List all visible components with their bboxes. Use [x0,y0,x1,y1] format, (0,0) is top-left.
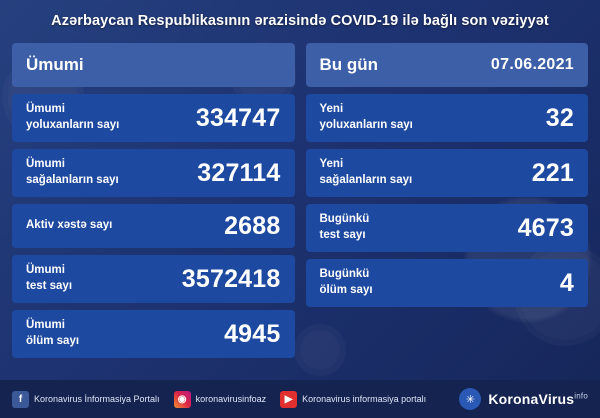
instagram-icon: ◉ [174,391,191,408]
brand-suffix: info [574,391,588,401]
facebook-icon: f [12,391,29,408]
new-recovered-label: Yeni sağalanların sayı [319,158,413,186]
today-date: 07.06.2021 [490,56,574,73]
new-cases-value: 32 [545,103,574,132]
new-cases-card [306,94,589,142]
overall-tests-value: 3572418 [181,264,281,293]
overall-tests-label: Ümumi test sayı [26,264,73,292]
youtube-icon: ▶ [280,391,297,408]
active-cases-card [12,204,295,248]
youtube-handle: Koronavirus informasiya portalı [302,394,427,404]
overall-deaths-card [12,310,295,358]
today-deaths-value: 4 [559,268,574,297]
overall-cases-label: Ümumi yoluxanların sayı [26,103,120,131]
page-title: Azərbaycan Respublikasının ərazisində COVID-19 ilə bağlı son vəziyyət [51,13,549,29]
active-cases-value: 2688 [224,211,281,240]
social-instagram[interactable] [174,391,267,408]
facebook-handle: Koronavirus İnformasiya Portalı [34,394,160,404]
stats-columns [0,29,600,358]
overall-recovered-value: 327114 [197,158,281,187]
today-deaths-label: Bugünkü ölüm sayı [319,268,373,296]
today-header [306,43,589,87]
new-recovered-value: 221 [531,158,574,187]
today-tests-value: 4673 [517,213,574,242]
overall-tests-card [12,255,295,303]
overall-cases-value: 334747 [195,103,281,132]
new-recovered-card [306,149,589,197]
overall-header [12,43,295,87]
overall-recovered-card [12,149,295,197]
brand-logo[interactable] [459,388,588,410]
overall-deaths-label: Ümumi ölüm sayı [26,319,80,347]
today-deaths-card [306,259,589,307]
active-cases-label: Aktiv xəstə sayı [26,219,113,232]
overall-recovered-label: Ümumi sağalanların sayı [26,158,119,186]
overall-deaths-value: 4945 [224,319,281,348]
overall-column [12,43,295,358]
today-header-label: Bu gün [319,55,379,74]
today-column [306,43,589,358]
brand-name: KoronaVirus$^{info}$ [488,391,588,407]
overall-header-label: Ümumi [26,55,84,74]
new-cases-label: Yeni yoluxanların sayı [319,103,413,131]
today-tests-label: Bugünkü test sayı [319,213,370,241]
instagram-handle: koronavirusinfoaz [195,394,267,404]
overall-cases-card [12,94,295,142]
today-tests-card [306,204,589,252]
footer-bar [0,380,600,418]
virus-icon: ✳ [459,388,481,410]
social-youtube[interactable] [280,391,426,408]
social-facebook[interactable] [12,391,160,408]
